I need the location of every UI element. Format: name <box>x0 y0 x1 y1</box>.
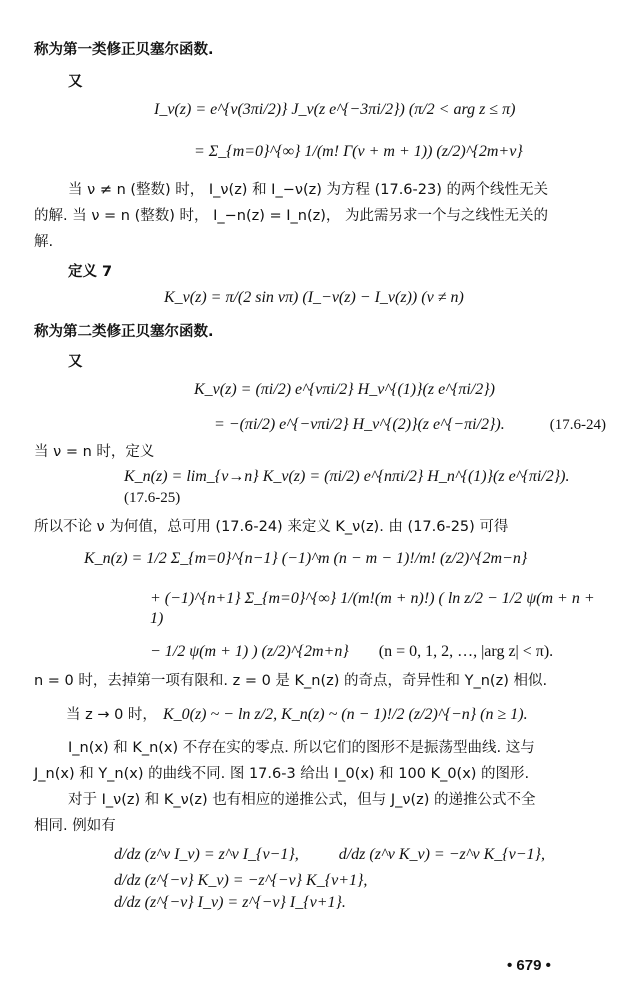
equation-k-n-limit: K_n(z) = lim_{ν→n} K_ν(z) = (πi/2) e^{nπi/2} H_n^{(1)}(z e^{πi/2}). <box>124 468 570 485</box>
paragraph-regardless-of-nu: 所以不论 ν 为何值，总可用 (17.6-24) 来定义 K_ν(z). 由 (17.6-25) 可得 <box>34 519 509 535</box>
paragraph-singularity: n = 0 时，去掉第一项有限和. z = 0 是 K_n(z) 的奇点，奇异性和 Y_n(z) 相似. <box>34 673 548 689</box>
equation-k-n-finite-sum: K_n(z) = 1/2 Σ_{m=0}^{n−1} (−1)^m (n − m − 1)!/m! (z/2)^{2m−n} <box>84 550 528 567</box>
definition-7-label: 定义 7 <box>68 264 113 280</box>
equation-k-n-tail: − 1/2 ψ(m + 1) ) (z/2)^{2m+n} <box>150 643 349 660</box>
paragraph-recurrence-1: 对于 I_ν(z) 和 K_ν(z) 也有相应的递推公式，但与 J_ν(z) 的递推公式不全 <box>68 792 536 808</box>
equation-row-17-6-24 <box>34 416 606 434</box>
recurrence-formula-3: d/dz (z^{−ν} K_ν) = −z^{−ν} K_{ν+1}, <box>114 872 368 889</box>
recurrence-row-2 <box>34 872 606 912</box>
paragraph-linear-independence-3: 解. <box>34 234 54 250</box>
equation-row-asymptotic <box>34 703 606 724</box>
page-body <box>34 40 606 912</box>
paragraph-linear-independence-1: 当 ν ≠ n (整数) 时， I_ν(z) 和 I_−ν(z) 为方程 (17.6-23) 的两个线性无关 <box>68 182 548 198</box>
paragraph-no-real-zeros-1: I_n(x) 和 K_n(x) 不存在实的零点. 所以它们的图形不是振荡型曲线. 这与 <box>68 740 535 756</box>
page-number: • 679 • <box>507 957 551 974</box>
recurrence-row-1 <box>34 846 606 864</box>
paragraph-asymptotic-prefix: 当 z → 0 时， <box>66 707 157 723</box>
text-you-2: 又 <box>68 354 83 370</box>
paragraph-when-nu-equals-n: 当 ν = n 时，定义 <box>34 444 155 460</box>
equation-k-nu-hankel2: = −(πi/2) e^{−νπi/2} H_ν^{(2)}(z e^{−πi/2}). <box>214 416 505 433</box>
recurrence-formula-1: d/dz (z^ν I_ν) = z^ν I_{ν−1}, <box>114 846 299 863</box>
equation-k-nu-definition: K_ν(z) = π/(2 sin νπ) (I_−ν(z) − I_ν(z)) (ν ≠ n) <box>164 289 464 306</box>
equation-number-17-6-24: (17.6-24) <box>549 417 606 433</box>
paragraph-linear-independence-2: 的解. 当 ν = n (整数) 时， I_−n(z) = I_n(z)， 为此需另求一个与之线性无关的 <box>34 208 549 224</box>
paragraph-first-kind: 称为第一类修正贝塞尔函数. <box>34 42 214 58</box>
equation-row-17-6-25 <box>34 468 606 507</box>
paragraph-second-kind: 称为第二类修正贝塞尔函数. <box>34 324 214 340</box>
recurrence-formula-4: d/dz (z^{−ν} I_ν) = z^{−ν} I_{ν+1}. <box>114 894 346 911</box>
equation-asymptotic: K_0(z) ~ − ln z/2, K_n(z) ~ (n − 1)!/2 (z/2)^{−n} (n ≥ 1). <box>162 706 528 723</box>
equation-i-nu-series: = Σ_{m=0}^{∞} 1/(m! Γ(ν + m + 1)) (z/2)^{2m+ν} <box>194 143 523 160</box>
paragraph-recurrence-2: 相同. 例如有 <box>34 818 116 834</box>
equation-row-k-n-tail <box>34 643 606 661</box>
equation-k-n-infinite-sum: + (−1)^{n+1} Σ_{m=0}^{∞} 1/(m!(m + n)!) ( ln z/2 − 1/2 ψ(m + n + 1) <box>150 590 595 627</box>
paragraph-no-real-zeros-2: J_n(x) 和 Y_n(x) 的曲线不同. 图 17.6-3 给出 I_0(x) 和 100 K_0(x) 的图形. <box>34 766 530 782</box>
equation-i-nu: I_ν(z) = e^{ν(3πi/2)} J_ν(z e^{−3πi/2}) (π/2 < arg z ≤ π) <box>154 101 516 118</box>
equation-k-nu-hankel1: K_ν(z) = (πi/2) e^{νπi/2} H_ν^{(1)}(z e^{πi/2}) <box>194 381 495 398</box>
recurrence-formula-2: d/dz (z^ν K_ν) = −z^ν K_{ν−1}, <box>338 846 545 863</box>
equation-number-17-6-25: (17.6-25) <box>124 490 181 506</box>
equation-k-n-condition: (n = 0, 1, 2, …, |arg z| < π). <box>378 643 554 660</box>
text-you: 又 <box>68 74 83 90</box>
